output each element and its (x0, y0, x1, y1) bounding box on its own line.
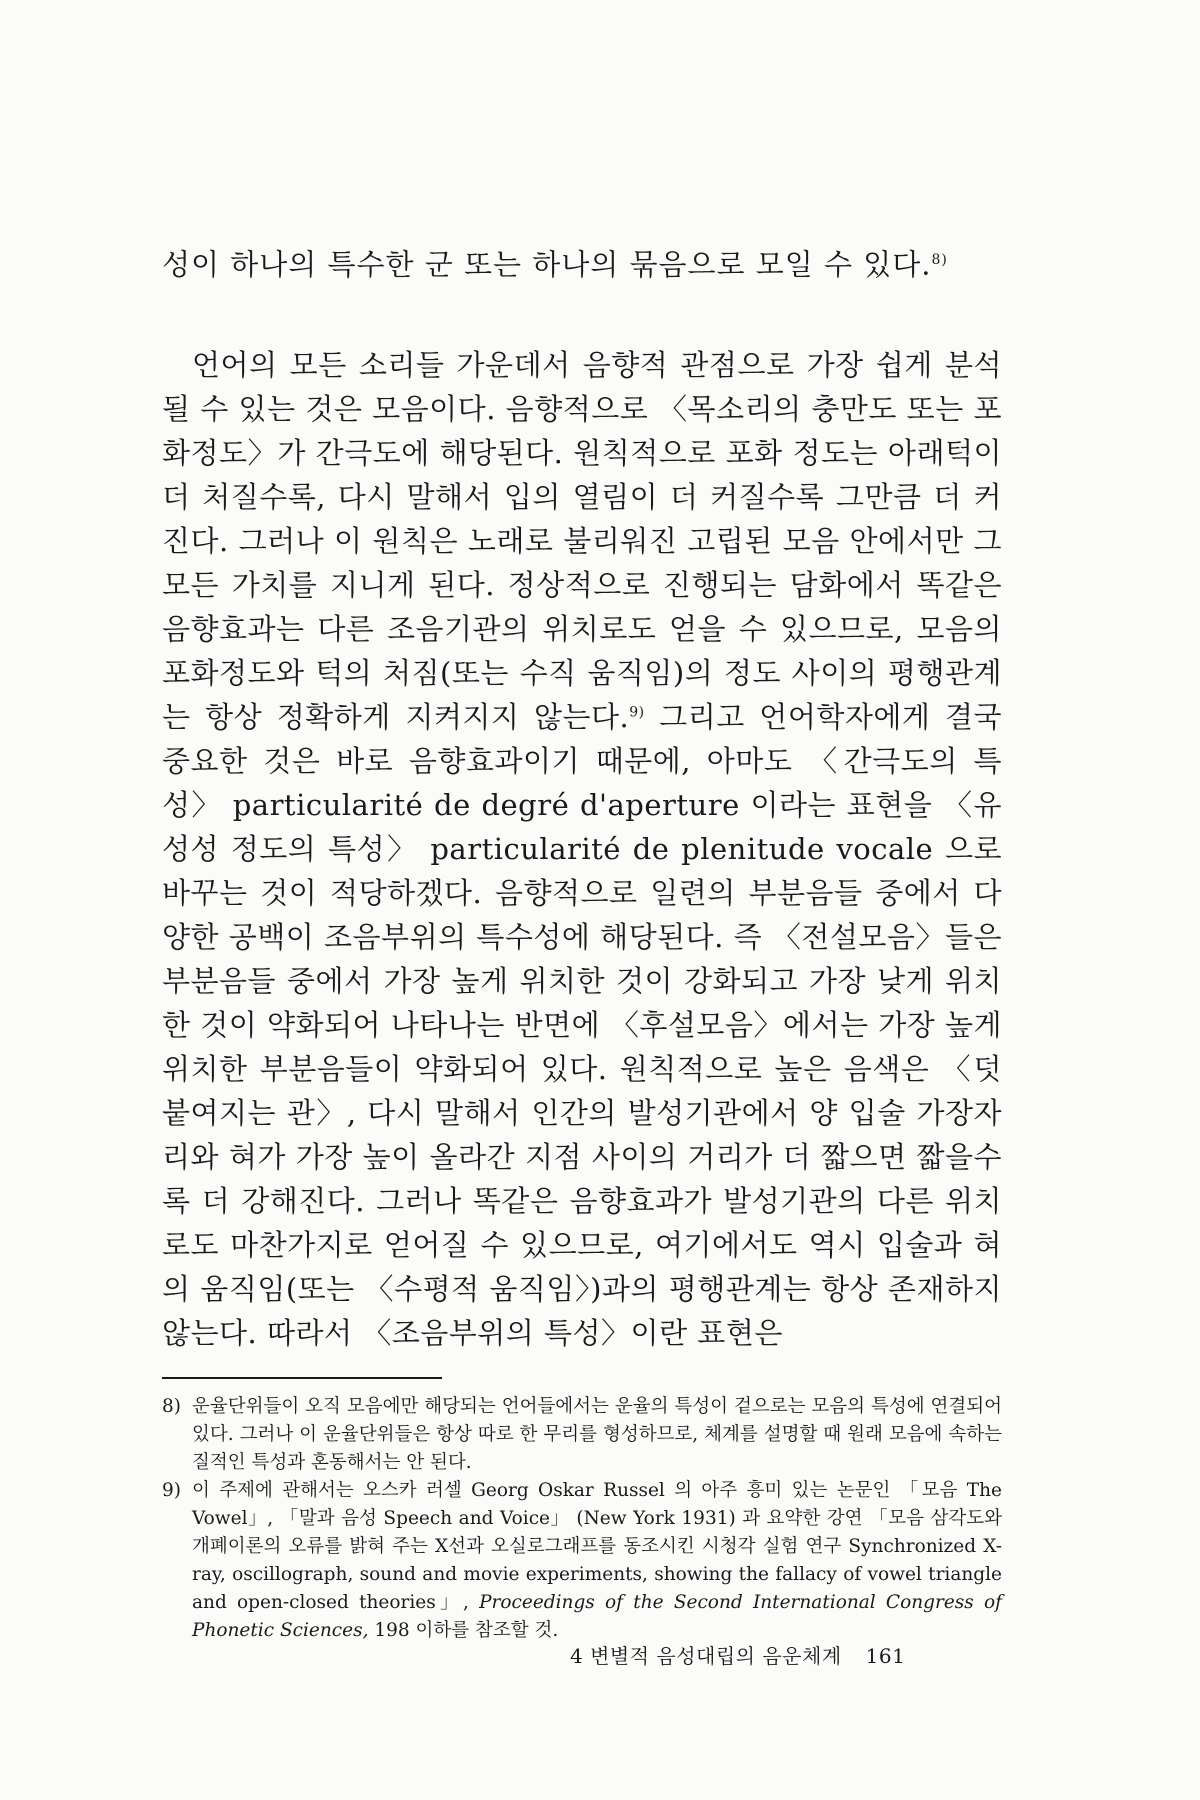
chapter-title: 4 변별적 음성대립의 음운체계 (570, 1644, 842, 1668)
footnote-text-italic: Proceedings of the Second International Congress of Phonetic Sciences, (192, 1591, 1003, 1641)
footnote-text-a: 이 주제에 관해서는 오스카 러셀 Georg Oskar Russel 의 아주 흥미 있는 논문인 「모음 The Vowel」, 「말과 음성 Speech and Voice」 (New York 1931) 과 요약한 강연 「모음 삼각도와 개폐이론의 오류를 밝혀 주는 X선과 오실로그래프를 동조시킨 시청각 실험 연구 Synchronized X-ray, oscillograph, sound and movie experiments, showing the fallacy of vowel triangle and open-closed theories」, (192, 1479, 1002, 1613)
footnote-9 (162, 1477, 1002, 1645)
main-paragraph (162, 343, 1002, 1355)
footnote-8 (162, 1393, 1002, 1477)
footnote-ref-9: 9) (629, 704, 645, 720)
main-paragraph-part2: 그리고 언어학자에게 결국 중요한 것은 바로 음향효과이기 때문에, 아마도 〈간극도의 특성〉 particularité de degré d'aperture 이라는 표현을 〈유성성 정도의 특성〉 particularité de plenitude vocale 으로 바꾸는 것이 적당하겠다. 음향적으로 일련의 부분음들 중에서 다양한 공백이 조음부위의 특수성에 해당된다. 즉 〈전설모음〉들은 부분음들 중에서 가장 높게 위치한 것이 강화되고 가장 낮게 위치한 것이 약화되어 나타나는 반면에 〈후설모음〉에서는 가장 높게 위치한 부분음들이 약화되어 있다. 원칙적으로 높은 음색은 〈덧붙여지는 관〉, 다시 말해서 인간의 발성기관에서 양 입술 가장자리와 혀가 가장 높이 올라간 지점 사이의 거리가 더 짧으면 짧을수록 더 강해진다. 그러나 똑같은 음향효과가 발성기관의 다른 위치로도 마찬가지로 얻어질 수 있으므로, 여기에서도 역시 입술과 혀의 움직임(또는 〈수평적 움직임〉)과의 평행관계는 항상 존재하지 않는다. 따라서 〈조음부위의 특성〉이란 표현은 (162, 699, 1002, 1350)
footnote-text: 운율단위들이 오직 모음에만 해당되는 언어들에서는 운율의 특성이 겉으로는 모음의 특성에 연결되어 있다. 그러나 이 운율단위들은 항상 따로 한 무리를 형성하므로, 체계를 설명할 때 원래 모음에 속하는 질적인 특성과 혼동해서는 안 된다. (192, 1395, 1002, 1473)
footnotes (162, 1393, 1002, 1645)
footnote-ref-8: 8) (931, 252, 948, 268)
footnote-number: 9) (162, 1479, 181, 1501)
opening-line (162, 238, 1002, 287)
footnote-divider (162, 1377, 442, 1379)
footnote-number: 8) (162, 1395, 181, 1417)
footnote-text-b: 198 이하를 참조할 것. (368, 1619, 559, 1641)
opening-line-text: 성이 하나의 특수한 군 또는 하나의 묶음으로 모일 수 있다. (162, 247, 932, 282)
page-body (162, 238, 1002, 1645)
page-number: 161 (865, 1644, 906, 1668)
footnote-text (192, 1477, 1002, 1645)
main-paragraph-part1: 언어의 모든 소리들 가운데서 음향적 관점으로 가장 쉽게 분석될 수 있는 것은 모음이다. 음향적으로 〈목소리의 충만도 또는 포화정도〉가 간극도에 해당된다. 원칙적으로 포화 정도는 아래턱이 더 처질수록, 다시 말해서 입의 열림이 더 커질수록 그만큼 더 커진다. 그러나 이 원칙은 노래로 불리워진 고립된 모음 안에서만 그 모든 가치를 지니게 된다. 정상적으로 진행되는 담화에서 똑같은 음향효과는 다른 조음기관의 위치로도 얻을 수 있으므로, 모음의 포화정도와 턱의 처짐(또는 수직 움직임)의 정도 사이의 평행관계는 항상 정확하게 지켜지지 않는다. (162, 347, 1002, 734)
running-footer (570, 1640, 905, 1669)
